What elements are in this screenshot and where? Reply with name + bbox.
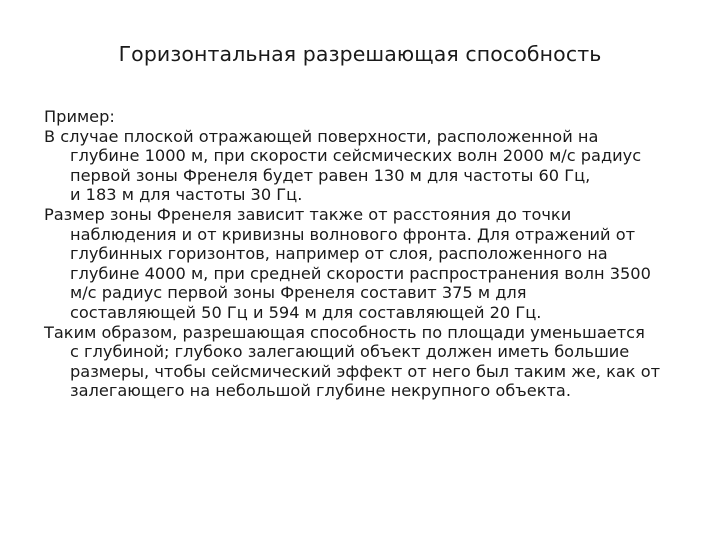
text-line: В случае плоской отражающей поверхности, расположенной на <box>44 126 599 146</box>
text-line: Пример: <box>44 107 115 126</box>
text-line: м/с радиус первой зоны Френеля составит 375 м для <box>70 283 527 303</box>
text-line: наблюдения и от кривизны волнового фронта. Для отражений от <box>70 224 636 244</box>
slide-title: Горизонтальная разрешающая способность <box>118 42 602 66</box>
text-line: составляющей 50 Гц и 594 м для составляющей 20 Гц. <box>70 302 542 322</box>
text-line: и 183 м для частоты 30 Гц. <box>70 185 303 205</box>
paragraph-conclusion <box>44 323 684 401</box>
text-line: Таким образом, разрешающая способность по площади уменьшается <box>44 322 645 342</box>
text-line: глубине 4000 м, при средней скорости распространения волн 3500 <box>70 263 651 283</box>
text-line: размеры, чтобы сейсмический эффект от него был таким же, как от <box>70 361 661 381</box>
text-line: глубинных горизонтов, например от слоя, расположенного на <box>70 244 608 264</box>
text-line: Размер зоны Френеля зависит также от расстояния до точки <box>44 204 572 224</box>
paragraph-example-label <box>44 107 684 127</box>
paragraph-fresnel-zone-size <box>44 205 684 323</box>
text-line: глубине 1000 м, при скорости сейсмических волн 2000 м/с радиус <box>70 146 642 166</box>
text-line: первой зоны Френеля будет равен 130 м для частоты 60 Гц, <box>70 165 591 185</box>
text-line: с глубиной; глубоко залегающий объект должен иметь большие <box>70 342 630 362</box>
slide-body <box>44 107 684 401</box>
paragraph-plane-reflector <box>44 127 684 205</box>
text-line: залегающего на небольшой глубине некрупного объекта. <box>70 381 571 401</box>
